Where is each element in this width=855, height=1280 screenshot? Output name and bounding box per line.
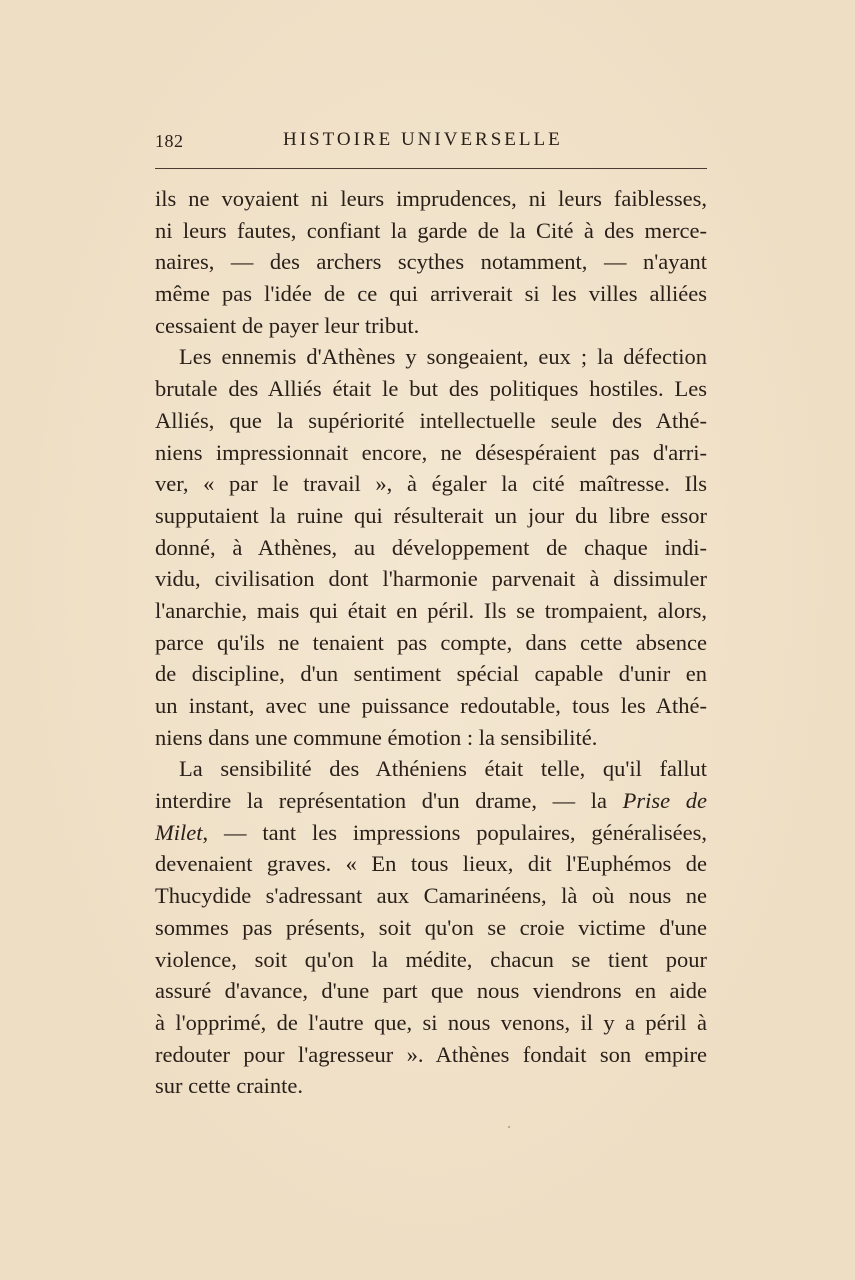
text-line: niens impressionnait encore, ne désespéraient pas d'arri- (155, 439, 707, 465)
page-number: 182 (155, 131, 184, 151)
paragraph (155, 753, 707, 1102)
text-line: ni leurs fautes, confiant la garde de la Cité à des merce- (155, 217, 707, 243)
text-line: Alliés, que la supériorité intellectuelle seule des Athé- (155, 407, 707, 433)
text-line: cessaient de payer leur tribut. (155, 312, 420, 338)
running-title: HISTOIRE UNIVERSELLE (283, 129, 563, 150)
text-line: un instant, avec une puissance redoutable, tous les Athé- (155, 693, 707, 718)
text-line: brutale des Alliés était le but des politiques hostiles. Les (155, 376, 707, 402)
text-line: assuré d'avance, d'une part que nous viendrons en aide (155, 978, 707, 1004)
text-line: l'anarchie, mais qui était en péril. Ils se trompaient, alors, (155, 597, 707, 623)
text-line: interdire la représentation d'un drame, — la Prise de (155, 788, 707, 814)
text-line: devenaient graves. « En tous lieux, dit l'Euphémos de (155, 851, 707, 877)
body-text (155, 183, 707, 1102)
text-line: Les ennemis d'Athènes y songeaient, eux ; la défection (179, 344, 707, 370)
text-line: vidu, civilisation dont l'harmonie parvenait à dissimuler (155, 566, 707, 592)
text-line: niens dans une commune émotion : la sensibilité. (155, 724, 598, 750)
text-line: sommes pas présents, soit qu'on se croie victime d'une (155, 914, 707, 940)
text-line: parce qu'ils ne tenaient pas compte, dans cette absence (155, 629, 707, 655)
text-line: La sensibilité des Athéniens était telle, qu'il fallut (179, 756, 707, 782)
text-line: à l'opprimé, de l'autre que, si nous venons, il y a péril à (155, 1009, 707, 1035)
text-line: ils ne voyaient ni leurs imprudences, ni leurs faiblesses, (155, 186, 707, 211)
text-line: Milet, — tant les impressions populaires, généralisées, (155, 819, 707, 845)
text-line: donné, à Athènes, au développement de chaque indi- (155, 534, 707, 560)
text-line: sur cette crainte. (155, 1073, 304, 1099)
header-rule (155, 168, 707, 169)
text-line: même pas l'idée de ce qui arriverait si les villes alliées (155, 281, 707, 307)
text-line: de discipline, d'un sentiment spécial capable d'unir en (155, 661, 707, 687)
text-line: supputaient la ruine qui résulterait un jour du libre essor (155, 502, 707, 528)
text-line: violence, soit qu'on la médite, chacun se tient pour (155, 946, 707, 972)
text-line: naires, — des archers scythes notamment, — n'ayant (155, 249, 707, 275)
text-line: ver, « par le travail », à égaler la cité maîtresse. Ils (155, 471, 707, 497)
paper-speck (508, 1126, 510, 1128)
text-line: Thucydide s'adressant aux Camarinéens, là où nous ne (155, 883, 707, 909)
paragraph (155, 183, 707, 341)
running-head (155, 128, 707, 158)
paragraph (155, 341, 707, 753)
text-line: redouter pour l'agresseur ». Athènes fondait son empire (155, 1041, 707, 1067)
